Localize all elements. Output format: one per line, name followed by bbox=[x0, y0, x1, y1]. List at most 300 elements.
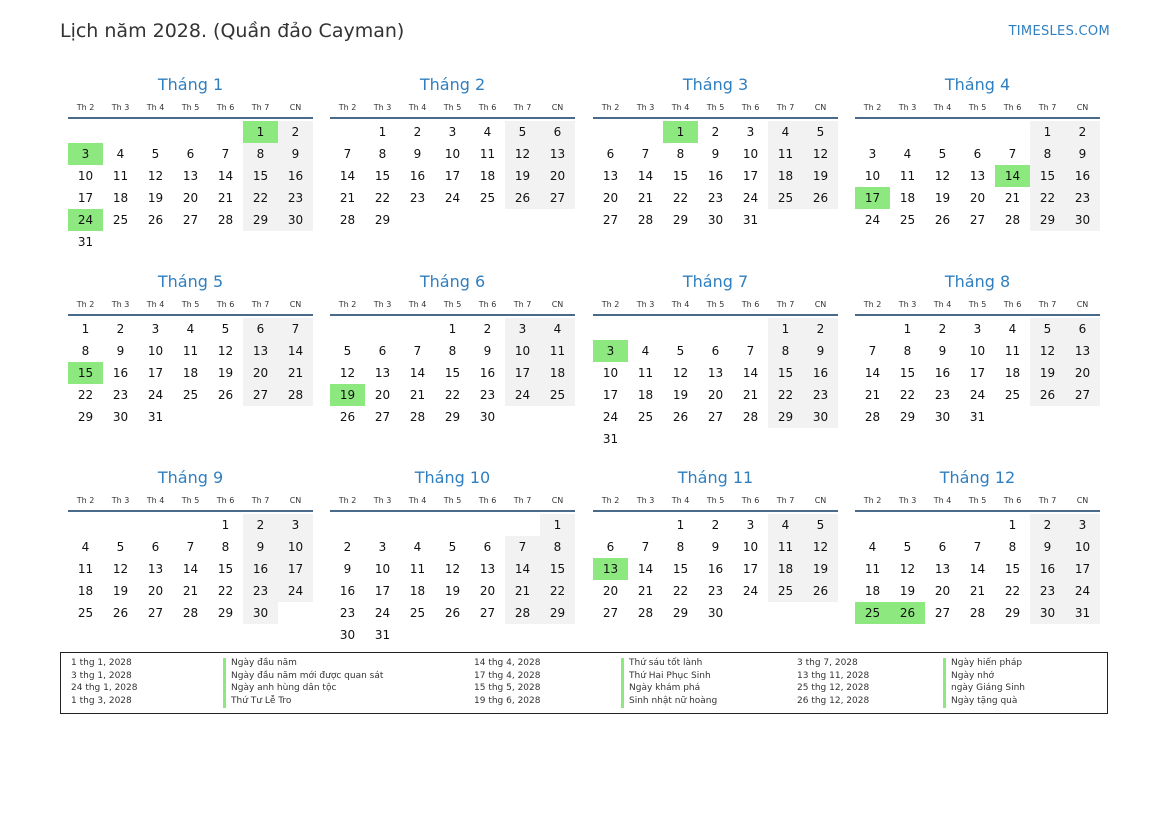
holiday-day-cell: 26 bbox=[890, 602, 925, 624]
weekday-label: Th 4 bbox=[671, 103, 690, 112]
day-cell: 21 bbox=[1004, 191, 1021, 205]
day-cell: 15 bbox=[768, 362, 803, 384]
day-cell: 15 bbox=[217, 562, 234, 576]
day-cell: 18 bbox=[864, 584, 881, 598]
day-cell: 21 bbox=[637, 191, 654, 205]
day-cell: 2 bbox=[1065, 121, 1100, 143]
day-cell: 6 bbox=[711, 344, 720, 358]
day-cell: 11 bbox=[768, 143, 803, 165]
day-cell: 20 bbox=[602, 191, 619, 205]
day-cell: 5 bbox=[116, 540, 125, 554]
day-cell: 20 bbox=[969, 191, 986, 205]
day-cell: 17 bbox=[1065, 558, 1100, 580]
day-cell: 15 bbox=[444, 366, 461, 380]
day-cell: 5 bbox=[221, 322, 230, 336]
day-cell: 12 bbox=[112, 562, 129, 576]
month-name: Tháng 1 bbox=[157, 75, 224, 94]
day-cell: 6 bbox=[1065, 318, 1100, 340]
weekday-label: Th 4 bbox=[933, 496, 952, 505]
legend-holiday-name: Ngày đầu năm bbox=[223, 658, 383, 671]
day-cell: 5 bbox=[676, 344, 685, 358]
holiday-day-cell: 17 bbox=[855, 187, 890, 209]
weekday-label: Th 7 bbox=[1038, 103, 1057, 112]
day-cell: 30 bbox=[278, 209, 313, 231]
weekday-label: Th 4 bbox=[146, 103, 165, 112]
day-cell: 28 bbox=[505, 602, 540, 624]
day-cell: 30 bbox=[803, 406, 838, 428]
day-cell: 26 bbox=[217, 388, 234, 402]
weekday-label: CN bbox=[551, 103, 564, 112]
day-cell: 5 bbox=[448, 540, 457, 554]
day-cell: 29 bbox=[540, 602, 575, 624]
day-cell: 10 bbox=[374, 562, 391, 576]
day-cell: 9 bbox=[1030, 536, 1065, 558]
weekday-label: Th 5 bbox=[443, 103, 462, 112]
day-cell: 11 bbox=[77, 562, 94, 576]
day-cell: 6 bbox=[540, 121, 575, 143]
weekday-label: Th 5 bbox=[181, 103, 200, 112]
day-cell: 7 bbox=[746, 344, 755, 358]
weekday-label: Th 7 bbox=[251, 496, 270, 505]
day-cell: 28 bbox=[969, 606, 986, 620]
weekday-label: Th 2 bbox=[863, 496, 882, 505]
day-cell: 25 bbox=[479, 191, 496, 205]
day-cell: 11 bbox=[768, 536, 803, 558]
day-cell: 17 bbox=[742, 562, 759, 576]
weekday-header bbox=[593, 496, 838, 508]
day-cell: 12 bbox=[505, 143, 540, 165]
day-cell: 19 bbox=[1030, 362, 1065, 384]
day-cell: 28 bbox=[637, 213, 654, 227]
legend-date: 15 thg 5, 2028 bbox=[474, 683, 541, 694]
day-cell: 16 bbox=[1030, 558, 1065, 580]
day-cell: 18 bbox=[182, 366, 199, 380]
day-cell: 25 bbox=[637, 410, 654, 424]
legend-date: 24 thg 1, 2028 bbox=[71, 683, 138, 694]
weekday-label: Th 3 bbox=[898, 103, 917, 112]
weekday-label: Th 4 bbox=[671, 300, 690, 309]
weekday-label: Th 2 bbox=[76, 103, 95, 112]
day-cell: 27 bbox=[374, 410, 391, 424]
day-cell: 4 bbox=[903, 147, 912, 161]
weekday-label: CN bbox=[1076, 496, 1089, 505]
day-cell: 28 bbox=[278, 384, 313, 406]
day-cell: 24 bbox=[742, 191, 759, 205]
weekday-label: Th 4 bbox=[933, 103, 952, 112]
holiday-day-cell: 24 bbox=[68, 209, 103, 231]
weekday-label: Th 3 bbox=[898, 300, 917, 309]
day-cell: 26 bbox=[803, 187, 838, 209]
legend-holiday-name: Thứ Hai Phục Sinh bbox=[621, 671, 717, 684]
day-cell: 1 bbox=[81, 322, 90, 336]
day-cell: 24 bbox=[278, 580, 313, 602]
day-cell: 13 bbox=[934, 562, 951, 576]
day-cell: 2 bbox=[116, 322, 125, 336]
day-cell: 1 bbox=[903, 322, 912, 336]
header-divider bbox=[68, 314, 313, 316]
day-cell: 9 bbox=[413, 147, 422, 161]
day-cell: 8 bbox=[1008, 540, 1017, 554]
weekday-header bbox=[330, 300, 575, 312]
day-cell: 27 bbox=[707, 410, 724, 424]
day-cell: 30 bbox=[243, 602, 278, 624]
header-divider bbox=[330, 314, 575, 316]
day-cell: 15 bbox=[672, 562, 689, 576]
day-cell: 27 bbox=[147, 606, 164, 620]
day-cell: 26 bbox=[934, 213, 951, 227]
weekday-label: Th 5 bbox=[968, 300, 987, 309]
day-cell: 19 bbox=[934, 191, 951, 205]
site-link[interactable]: TIMESLES.COM bbox=[1008, 24, 1110, 39]
header-divider bbox=[593, 314, 838, 316]
legend-date: 1 thg 1, 2028 bbox=[71, 658, 132, 668]
day-cell: 14 bbox=[505, 558, 540, 580]
day-cell: 10 bbox=[147, 344, 164, 358]
day-cell: 2 bbox=[343, 540, 352, 554]
day-cell: 12 bbox=[217, 344, 234, 358]
weekday-label: Th 5 bbox=[706, 103, 725, 112]
day-cell: 30 bbox=[707, 606, 724, 620]
weekday-label: Th 6 bbox=[741, 496, 760, 505]
weekday-label: Th 5 bbox=[706, 496, 725, 505]
weekday-label: Th 3 bbox=[111, 103, 130, 112]
header-divider bbox=[593, 117, 838, 119]
day-cell: 19 bbox=[505, 165, 540, 187]
weekday-label: CN bbox=[814, 103, 827, 112]
day-cell: 16 bbox=[1065, 165, 1100, 187]
day-cell: 16 bbox=[803, 362, 838, 384]
day-cell: 27 bbox=[540, 187, 575, 209]
day-cell: 12 bbox=[339, 366, 356, 380]
day-cell: 24 bbox=[444, 191, 461, 205]
day-cell: 15 bbox=[899, 366, 916, 380]
day-cell: 1 bbox=[1030, 121, 1065, 143]
day-cell: 25 bbox=[768, 580, 803, 602]
day-cell: 15 bbox=[672, 169, 689, 183]
day-cell: 19 bbox=[899, 584, 916, 598]
weekday-label: Th 5 bbox=[181, 300, 200, 309]
month-name: Tháng 10 bbox=[414, 468, 491, 487]
day-cell: 10 bbox=[1065, 536, 1100, 558]
day-cell: 12 bbox=[1030, 340, 1065, 362]
day-cell: 2 bbox=[413, 125, 422, 139]
day-cell: 17 bbox=[278, 558, 313, 580]
day-cell: 25 bbox=[182, 388, 199, 402]
day-cell: 16 bbox=[479, 366, 496, 380]
day-cell: 27 bbox=[602, 606, 619, 620]
weekday-label: Th 6 bbox=[741, 103, 760, 112]
legend-date: 1 thg 3, 2028 bbox=[71, 695, 132, 706]
legend-holiday-name: Sinh nhật nữ hoàng bbox=[621, 696, 717, 709]
day-cell: 27 bbox=[243, 384, 278, 406]
day-cell: 26 bbox=[505, 187, 540, 209]
day-cell: 29 bbox=[1004, 606, 1021, 620]
legend-holiday-name: Ngày anh hùng dân tộc bbox=[223, 683, 383, 696]
day-cell: 16 bbox=[707, 169, 724, 183]
day-cell: 22 bbox=[672, 191, 689, 205]
day-cell: 31 bbox=[969, 410, 986, 424]
day-cell: 11 bbox=[864, 562, 881, 576]
day-cell: 21 bbox=[969, 584, 986, 598]
month-name: Tháng 9 bbox=[157, 468, 224, 487]
day-cell: 2 bbox=[243, 514, 278, 536]
day-cell: 10 bbox=[742, 147, 759, 161]
day-cell: 4 bbox=[413, 540, 422, 554]
day-cell: 11 bbox=[112, 169, 129, 183]
holiday-day-cell: 14 bbox=[995, 165, 1030, 187]
day-cell: 31 bbox=[602, 432, 619, 446]
day-cell: 16 bbox=[243, 558, 278, 580]
day-cell: 10 bbox=[602, 366, 619, 380]
day-cell: 7 bbox=[278, 318, 313, 340]
day-cell: 4 bbox=[1008, 322, 1017, 336]
legend-holiday-name: Thứ Tư Lễ Tro bbox=[223, 696, 383, 709]
day-cell: 7 bbox=[343, 147, 352, 161]
weekday-label: Th 7 bbox=[251, 300, 270, 309]
day-cell: 22 bbox=[217, 584, 234, 598]
day-cell: 24 bbox=[969, 388, 986, 402]
weekday-label: Th 6 bbox=[1003, 300, 1022, 309]
day-cell: 29 bbox=[374, 213, 391, 227]
day-cell: 25 bbox=[540, 384, 575, 406]
day-cell: 14 bbox=[182, 562, 199, 576]
weekday-label: Th 3 bbox=[898, 496, 917, 505]
weekday-label: Th 3 bbox=[636, 496, 655, 505]
day-cell: 1 bbox=[676, 518, 685, 532]
weekday-label: Th 7 bbox=[1038, 496, 1057, 505]
day-cell: 10 bbox=[864, 169, 881, 183]
weekday-label: Th 2 bbox=[863, 300, 882, 309]
weekday-label: CN bbox=[814, 496, 827, 505]
day-cell: 5 bbox=[803, 514, 838, 536]
day-cell: 14 bbox=[339, 169, 356, 183]
day-cell: 30 bbox=[339, 628, 356, 642]
legend-name-column bbox=[943, 658, 1025, 708]
weekday-header bbox=[330, 496, 575, 508]
day-cell: 11 bbox=[182, 344, 199, 358]
day-cell: 19 bbox=[112, 584, 129, 598]
day-cell: 23 bbox=[243, 580, 278, 602]
day-cell: 23 bbox=[339, 606, 356, 620]
day-cell: 17 bbox=[505, 362, 540, 384]
day-cell: 19 bbox=[803, 165, 838, 187]
day-cell: 1 bbox=[448, 322, 457, 336]
day-cell: 14 bbox=[742, 366, 759, 380]
day-cell: 6 bbox=[606, 540, 615, 554]
day-cell: 11 bbox=[409, 562, 426, 576]
day-cell: 8 bbox=[378, 147, 387, 161]
day-cell: 3 bbox=[1065, 514, 1100, 536]
day-cell: 30 bbox=[112, 410, 129, 424]
day-cell: 18 bbox=[540, 362, 575, 384]
day-cell: 14 bbox=[217, 169, 234, 183]
day-cell: 23 bbox=[1030, 580, 1065, 602]
day-cell: 30 bbox=[1030, 602, 1065, 624]
weekday-label: Th 3 bbox=[636, 300, 655, 309]
day-cell: 25 bbox=[409, 606, 426, 620]
holiday-day-cell: 15 bbox=[68, 362, 103, 384]
day-cell: 29 bbox=[672, 606, 689, 620]
weekday-label: CN bbox=[289, 496, 302, 505]
day-cell: 14 bbox=[637, 562, 654, 576]
weekday-label: Th 5 bbox=[968, 103, 987, 112]
day-cell: 13 bbox=[479, 562, 496, 576]
day-cell: 5 bbox=[1030, 318, 1065, 340]
day-cell: 6 bbox=[151, 540, 160, 554]
weekday-label: Th 5 bbox=[443, 300, 462, 309]
day-cell: 17 bbox=[147, 366, 164, 380]
day-cell: 12 bbox=[899, 562, 916, 576]
day-cell: 23 bbox=[479, 388, 496, 402]
day-cell: 12 bbox=[803, 143, 838, 165]
day-cell: 20 bbox=[1065, 362, 1100, 384]
day-cell: 26 bbox=[1030, 384, 1065, 406]
weekday-header bbox=[855, 103, 1100, 115]
day-cell: 28 bbox=[182, 606, 199, 620]
day-cell: 11 bbox=[540, 340, 575, 362]
weekday-label: Th 7 bbox=[513, 300, 532, 309]
day-cell: 23 bbox=[1065, 187, 1100, 209]
day-cell: 6 bbox=[243, 318, 278, 340]
legend-date: 3 thg 7, 2028 bbox=[797, 658, 858, 668]
day-cell: 4 bbox=[483, 125, 492, 139]
day-cell: 26 bbox=[339, 410, 356, 424]
day-cell: 4 bbox=[81, 540, 90, 554]
day-cell: 7 bbox=[1008, 147, 1017, 161]
day-cell: 5 bbox=[151, 147, 160, 161]
day-cell: 23 bbox=[707, 191, 724, 205]
day-cell: 3 bbox=[505, 318, 540, 340]
weekday-label: Th 6 bbox=[216, 103, 235, 112]
day-cell: 20 bbox=[147, 584, 164, 598]
weekday-label: Th 7 bbox=[513, 496, 532, 505]
day-cell: 19 bbox=[803, 558, 838, 580]
weekday-label: Th 2 bbox=[601, 300, 620, 309]
day-cell: 12 bbox=[147, 169, 164, 183]
day-cell: 8 bbox=[676, 540, 685, 554]
day-cell: 27 bbox=[182, 213, 199, 227]
day-cell: 2 bbox=[483, 322, 492, 336]
day-cell: 8 bbox=[1030, 143, 1065, 165]
day-cell: 22 bbox=[374, 191, 391, 205]
day-cell: 28 bbox=[409, 410, 426, 424]
legend-holiday-name: Ngày đầu năm mới được quan sát bbox=[223, 671, 383, 684]
day-cell: 29 bbox=[1030, 209, 1065, 231]
weekday-label: Th 4 bbox=[671, 496, 690, 505]
day-cell: 26 bbox=[444, 606, 461, 620]
legend-date: 19 thg 6, 2028 bbox=[474, 695, 541, 706]
day-cell: 20 bbox=[182, 191, 199, 205]
day-cell: 17 bbox=[602, 388, 619, 402]
day-cell: 16 bbox=[707, 562, 724, 576]
weekday-label: Th 3 bbox=[111, 300, 130, 309]
day-cell: 30 bbox=[934, 410, 951, 424]
weekday-label: Th 6 bbox=[1003, 103, 1022, 112]
month-name: Tháng 12 bbox=[939, 468, 1016, 487]
day-cell: 19 bbox=[147, 191, 164, 205]
day-cell: 16 bbox=[112, 366, 129, 380]
day-cell: 18 bbox=[768, 558, 803, 580]
day-cell: 15 bbox=[1030, 165, 1065, 187]
day-cell: 24 bbox=[147, 388, 164, 402]
day-cell: 9 bbox=[711, 540, 720, 554]
day-cell: 30 bbox=[1065, 209, 1100, 231]
header-divider bbox=[593, 510, 838, 512]
day-cell: 2 bbox=[803, 318, 838, 340]
day-cell: 20 bbox=[479, 584, 496, 598]
day-cell: 12 bbox=[444, 562, 461, 576]
day-cell: 13 bbox=[602, 169, 619, 183]
day-cell: 15 bbox=[1004, 562, 1021, 576]
day-cell: 28 bbox=[637, 606, 654, 620]
day-cell: 24 bbox=[505, 384, 540, 406]
holiday-day-cell: 3 bbox=[68, 143, 103, 165]
day-cell: 31 bbox=[742, 213, 759, 227]
weekday-label: Th 6 bbox=[478, 103, 497, 112]
day-cell: 13 bbox=[147, 562, 164, 576]
day-cell: 12 bbox=[672, 366, 689, 380]
day-cell: 17 bbox=[742, 169, 759, 183]
weekday-header bbox=[68, 496, 313, 508]
day-cell: 8 bbox=[903, 344, 912, 358]
day-cell: 21 bbox=[339, 191, 356, 205]
day-cell: 22 bbox=[1004, 584, 1021, 598]
weekday-header bbox=[68, 300, 313, 312]
weekday-label: Th 7 bbox=[776, 496, 795, 505]
day-cell: 8 bbox=[221, 540, 230, 554]
day-cell: 9 bbox=[483, 344, 492, 358]
day-cell: 27 bbox=[602, 213, 619, 227]
day-cell: 31 bbox=[147, 410, 164, 424]
header-divider bbox=[68, 510, 313, 512]
day-cell: 21 bbox=[637, 584, 654, 598]
day-cell: 9 bbox=[343, 562, 352, 576]
day-cell: 23 bbox=[278, 187, 313, 209]
day-cell: 3 bbox=[868, 147, 877, 161]
day-cell: 6 bbox=[606, 147, 615, 161]
day-cell: 20 bbox=[540, 165, 575, 187]
day-cell: 23 bbox=[409, 191, 426, 205]
day-cell: 6 bbox=[973, 147, 982, 161]
day-cell: 9 bbox=[278, 143, 313, 165]
day-cell: 2 bbox=[1030, 514, 1065, 536]
day-cell: 8 bbox=[676, 147, 685, 161]
day-cell: 25 bbox=[1004, 388, 1021, 402]
day-cell: 28 bbox=[339, 213, 356, 227]
day-cell: 16 bbox=[934, 366, 951, 380]
day-cell: 29 bbox=[899, 410, 916, 424]
day-cell: 29 bbox=[768, 406, 803, 428]
day-cell: 26 bbox=[147, 213, 164, 227]
weekday-label: Th 7 bbox=[513, 103, 532, 112]
weekday-label: CN bbox=[1076, 300, 1089, 309]
weekday-label: Th 4 bbox=[146, 496, 165, 505]
day-cell: 17 bbox=[444, 169, 461, 183]
month-name: Tháng 5 bbox=[157, 272, 224, 291]
day-cell: 29 bbox=[243, 209, 278, 231]
day-cell: 20 bbox=[374, 388, 391, 402]
day-cell: 15 bbox=[540, 558, 575, 580]
day-cell: 2 bbox=[278, 121, 313, 143]
legend-date-column bbox=[797, 658, 869, 708]
day-cell: 13 bbox=[969, 169, 986, 183]
day-cell: 19 bbox=[672, 388, 689, 402]
day-cell: 24 bbox=[1065, 580, 1100, 602]
day-cell: 21 bbox=[217, 191, 234, 205]
weekday-header bbox=[593, 300, 838, 312]
weekday-label: Th 6 bbox=[741, 300, 760, 309]
day-cell: 31 bbox=[77, 235, 94, 249]
